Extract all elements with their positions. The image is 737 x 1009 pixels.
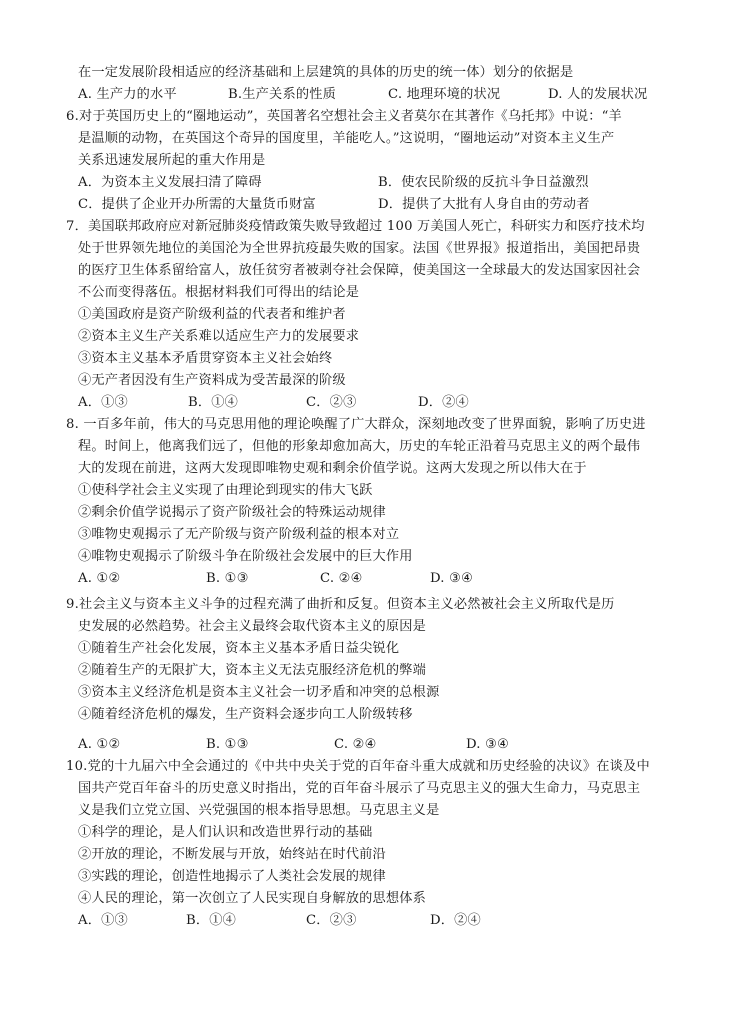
q7-stem-line: 不公而变得落伍。根据材料我们可得出的结论是 — [78, 285, 360, 300]
q5-option-b: B.生产关系的性质 — [228, 87, 336, 102]
q9-option-b: B. ①③ — [206, 737, 249, 752]
q9-option-c: C. ②④ — [334, 737, 377, 752]
q8-stem-line: 程。时间上，他离我们远了，但他的形象却愈加高大，历史的车轮正沿着马克思主义的两个最伟 — [78, 439, 641, 454]
q7-item-1: ①美国政府是资产阶级利益的代表者和维护者 — [78, 307, 346, 322]
q10-stem-line: 义是我们立党立国、兴党强国的根本指导思想。马克思主义是 — [78, 803, 440, 818]
q8-item-3: ③唯物史观揭示了无产阶级与资产阶级利益的根本对立 — [78, 527, 400, 542]
q8-stem-line: 8. 一百多年前，伟大的马克思用他的理论唤醒了广大群众，深刻地改变了世界面貌，影响了历史进 — [66, 417, 646, 432]
q7-option-b: B．①④ — [188, 395, 239, 410]
q9-stem-line: 9.社会主义与资本主义斗争的过程充满了曲折和反复。但资本主义必然被社会主义所取代是历 — [66, 597, 615, 612]
q10-item-3: ③实践的理论，创造性地揭示了人类社会发展的规律 — [78, 869, 386, 884]
q8-option-d: D. ③④ — [430, 571, 474, 586]
q10-item-1: ①科学的理论，是人们认识和改造世界行动的基础 — [78, 825, 373, 840]
q6-stem-line: 6.对于英国历史上的“圈地运动”，英国著名空想社会主义者莫尔在其著作《乌托邦》中说：“羊 — [66, 109, 622, 124]
intro-line: 在一定发展阶段相适应的经济基础和上层建筑的具体的历史的统一体）划分的依据是 — [78, 65, 574, 80]
q10-item-2: ②开放的理论，不断发展与开放，始终站在时代前沿 — [78, 847, 386, 862]
q8-option-b: B. ①③ — [206, 571, 249, 586]
q9-option-a: A. ①② — [78, 737, 121, 752]
q10-option-c: C．②③ — [306, 913, 357, 928]
q6-option-c: C．提供了企业开办所需的大量货币财富 — [78, 197, 316, 212]
q7-option-a: A．①③ — [78, 395, 128, 410]
q8-stem-line: 大的发现在前进，这两大发现即唯物史观和剩余价值学说。这两大发现之所以伟大在于 — [78, 461, 587, 476]
q10-option-b: B．①④ — [186, 913, 237, 928]
q9-stem-line: 史发展的必然趋势。社会主义最终会取代资本主义的原因是 — [78, 619, 427, 634]
q7-item-3: ③资本主义基本矛盾贯穿资本主义社会始终 — [78, 351, 333, 366]
q9-item-3: ③资本主义经济危机是资本主义社会一切矛盾和冲突的总根源 — [78, 685, 440, 700]
q6-stem-line: 是温顺的动物，在英国这个奇异的国度里，羊能吃人。”这说明，“圈地运动”对资本主义生产 — [78, 131, 615, 146]
q5-option-a: A. 生产力的水平 — [78, 87, 177, 102]
q9-item-1: ①随着生产社会化发展，资本主义基本矛盾日益尖锐化 — [78, 641, 400, 656]
q6-option-a: A．为资本主义发展扫清了障碍 — [78, 175, 262, 190]
q7-stem-line: 的医疗卫生体系留给富人，放任贫穷者被剥夺社会保障，使美国这一全球最大的发达国家因社会 — [78, 263, 641, 278]
q9-item-4: ④随着经济危机的爆发，生产资料会逐步向工人阶级转移 — [78, 707, 413, 722]
q7-item-4: ④无产者因没有生产资料成为受苦最深的阶级 — [78, 373, 346, 388]
q10-item-4: ④人民的理论，第一次创立了人民实现自身解放的思想体系 — [78, 891, 427, 906]
q10-option-a: A．①③ — [78, 913, 128, 928]
q10-option-d: D．②④ — [430, 913, 481, 928]
q5-option-c: C. 地理环境的状况 — [388, 87, 501, 102]
q7-option-c: C．②③ — [306, 395, 357, 410]
q6-stem-line: 关系迅速发展所起的重大作用是 — [78, 153, 266, 168]
q9-option-d: D. ③④ — [466, 737, 510, 752]
q10-stem-line: 国共产党百年奋斗的历史意义时指出，党的百年奋斗展示了马克思主义的强大生命力，马克思主 — [78, 781, 641, 796]
q6-option-b: B．使农民阶级的反抗斗争日益激烈 — [378, 175, 589, 190]
q6-option-d: D．提供了大批有人身自由的劳动者 — [378, 197, 590, 212]
q5-option-d: D. 人的发展状况 — [548, 87, 648, 102]
q8-item-2: ②剩余价值学说揭示了资产阶级社会的特殊运动规律 — [78, 505, 386, 520]
q7-item-2: ②资本主义生产关系难以适应生产力的发展要求 — [78, 329, 360, 344]
q10-stem-line: 10.党的十九届六中全会通过的《中共中央关于党的百年奋斗重大成就和历史经验的决议》在谈及中 — [66, 759, 650, 774]
q8-option-a: A. ①② — [78, 571, 121, 586]
q7-stem-line: 处于世界领先地位的美国沦为全世界抗疫最失败的国家。法国《世界报》报道指出，美国把昂贵 — [78, 241, 641, 256]
q9-item-2: ②随着生产的无限扩大，资本主义无法克服经济危机的弊端 — [78, 663, 427, 678]
q8-option-c: C. ②④ — [320, 571, 363, 586]
q7-stem-line: 7．美国联邦政府应对新冠肺炎疫情政策失败导致超过 100 万美国人死亡，科研实力和医疗技术均 — [66, 219, 645, 234]
q7-option-d: D．②④ — [418, 395, 469, 410]
q8-item-4: ④唯物史观揭示了阶级斗争在阶级社会发展中的巨大作用 — [78, 549, 413, 564]
q8-item-1: ①使科学社会主义实现了由理论到现实的伟大飞跃 — [78, 483, 373, 498]
